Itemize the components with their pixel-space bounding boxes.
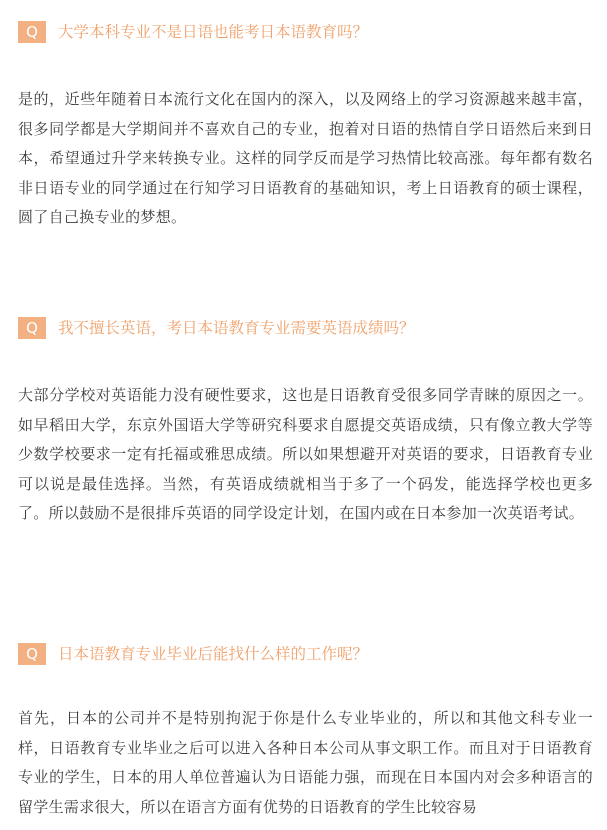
answer-paragraph: 大部分学校对英语能力没有硬性要求，这也是日语教育受很多同学青睐的原因之一。如早稻田大学，东京外国语大学等研究科要求自愿提交英语成绩，只有像立教大学等少数学校要求一定有托福或雅思成绩。所以如果想避开对英语的要求，日语教育专业可以说是最佳选择。当然，有英语成绩就相当于多了一个码发，能选择学校也更多了。所以鼓励不是很排斥英语的同学设定计划，在国内或在日本参加一次英语考试。 — [18, 386, 593, 522]
q-badge: Q — [18, 317, 46, 339]
q-badge: Q — [18, 643, 46, 665]
question-header — [18, 642, 593, 666]
question-header — [18, 316, 593, 340]
qa-section-3 — [18, 642, 593, 816]
qa-section-1 — [18, 20, 593, 226]
q-badge: Q — [18, 21, 46, 43]
question-title: 大学本科专业不是日语也能考日本语教育吗？ — [58, 23, 369, 41]
question-title: 日本语教育专业毕业后能找什么样的工作呢？ — [58, 645, 369, 663]
answer-paragraph: 是的，近些年随着日本流行文化在国内的深入，以及网络上的学习资源越来越丰富，很多同学都是大学期间并不喜欢自己的专业，抱着对日语的热情自学日语然后来到日本，希望通过升学来转换专业。这样的同学反而是学习热情比较高涨。每年都有数名非日语专业的同学通过在行知学习日语教育的基础知识，考上日语教育的硕士课程，圆了自己换专业的梦想。 — [18, 90, 593, 226]
question-header — [18, 20, 593, 44]
answer-paragraph: 首先，日本的公司并不是特别拘泥于你是什么专业毕业的，所以和其他文科专业一样，日语教育专业毕业之后可以进入各种日本公司从事文职工作。而且对于日语教育专业的学生，日本的用人单位普遍认为日语能力强，而现在日本国内对会多种语言的留学生需求很大，所以在语言方面有优势的日语教育的学生比较容易 — [18, 709, 593, 816]
qa-section-2 — [18, 316, 593, 522]
question-title: 我不擅长英语，考日本语教育专业需要英语成绩吗？ — [58, 319, 415, 337]
